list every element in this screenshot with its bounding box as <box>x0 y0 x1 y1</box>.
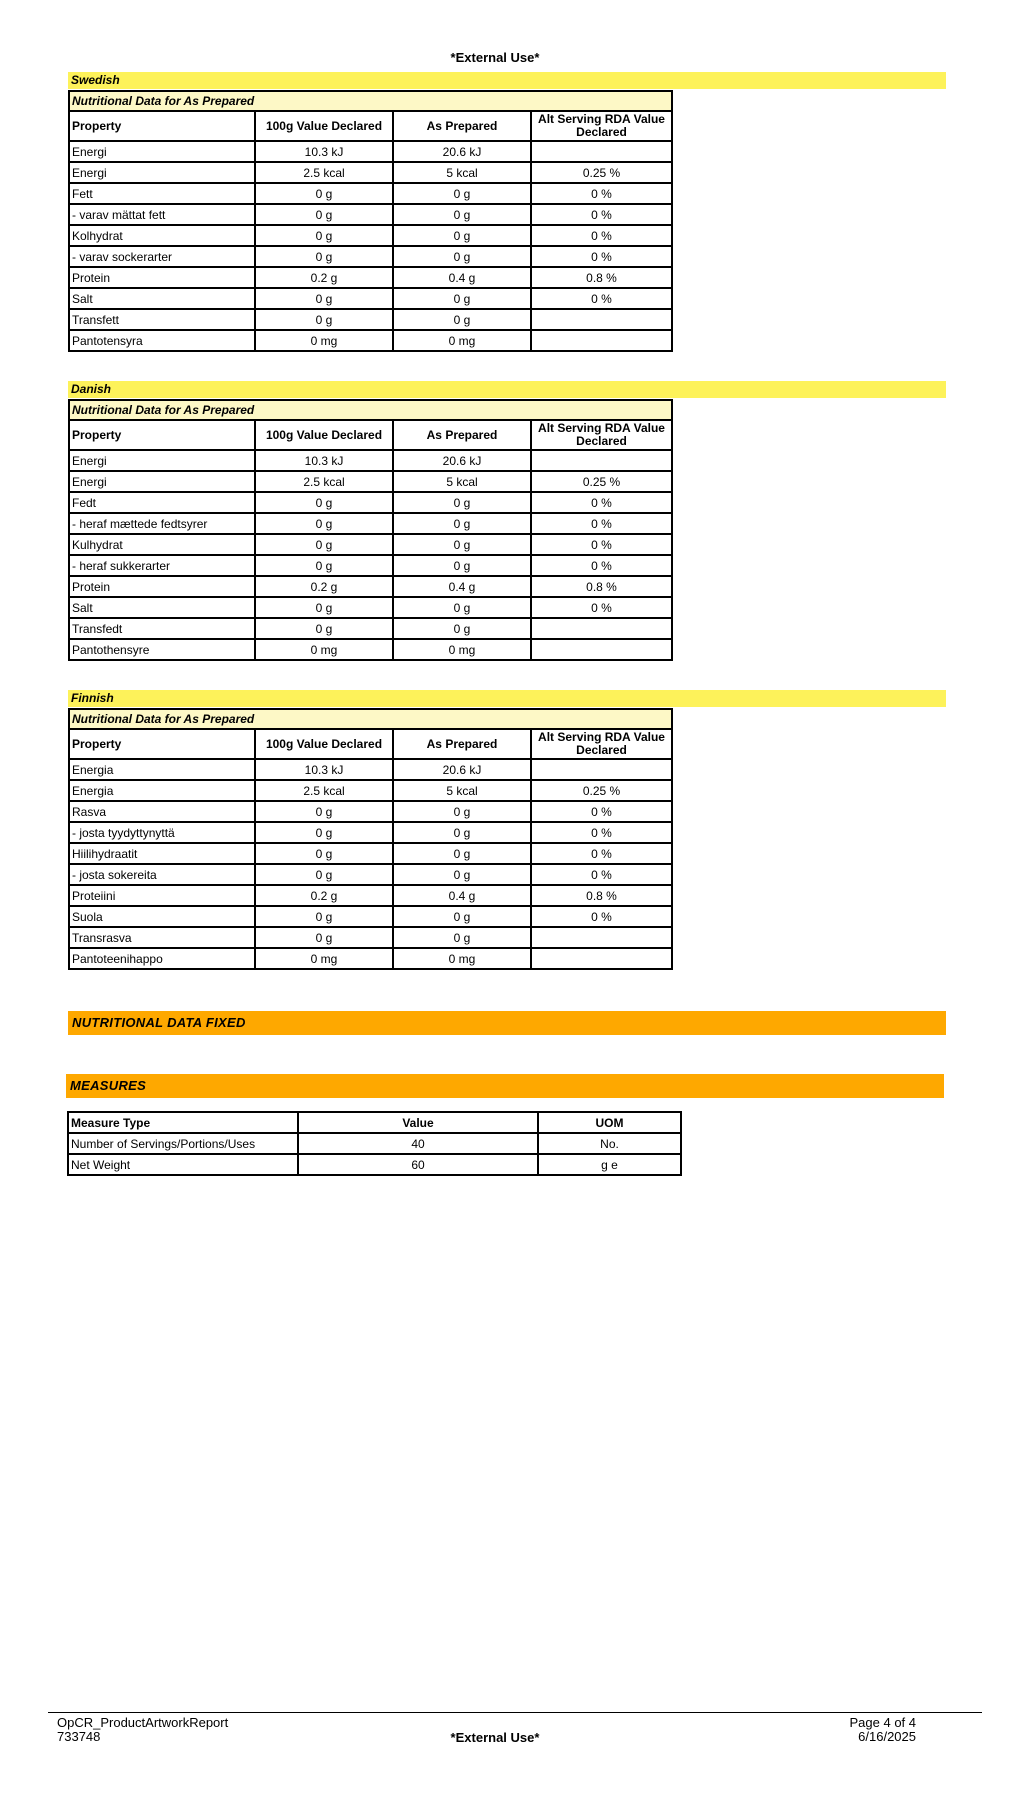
table-row <box>69 843 672 864</box>
alt-rda-cell: 0.8 % <box>531 267 672 288</box>
table-row <box>69 492 672 513</box>
as-prepared-cell: 5 kcal <box>393 162 531 183</box>
as-prepared-cell: 0 g <box>393 534 531 555</box>
table-row <box>69 267 672 288</box>
property-cell: Hiilihydraatit <box>69 843 255 864</box>
alt-rda-cell: 0 % <box>531 843 672 864</box>
column-header-as-prepared: As Prepared <box>393 111 531 141</box>
value-100g-cell: 10.3 kJ <box>255 759 393 780</box>
column-header-100g: 100g Value Declared <box>255 729 393 759</box>
property-cell: - heraf mættede fedtsyrer <box>69 513 255 534</box>
measure-uom-cell: g e <box>538 1154 681 1175</box>
alt-rda-cell: 0 % <box>531 801 672 822</box>
table-row <box>69 618 672 639</box>
value-100g-cell: 0 g <box>255 801 393 822</box>
value-100g-cell: 0 g <box>255 618 393 639</box>
value-100g-cell: 0 mg <box>255 948 393 969</box>
value-100g-cell: 2.5 kcal <box>255 471 393 492</box>
value-100g-cell: 2.5 kcal <box>255 162 393 183</box>
table-row <box>69 576 672 597</box>
table-row <box>69 450 672 471</box>
as-prepared-cell: 0 g <box>393 927 531 948</box>
table-row <box>69 309 672 330</box>
alt-rda-cell: 0.8 % <box>531 885 672 906</box>
table-row <box>69 759 672 780</box>
value-100g-cell: 0 g <box>255 927 393 948</box>
property-cell: Protein <box>69 267 255 288</box>
table-row <box>69 225 672 246</box>
external-use-header: *External Use* <box>450 50 540 65</box>
table-row <box>69 555 672 576</box>
alt-rda-cell: 0 % <box>531 822 672 843</box>
column-header-alt-rda: Alt Serving RDA Value Declared <box>531 111 672 141</box>
column-header-uom: UOM <box>538 1112 681 1133</box>
as-prepared-cell: 0 g <box>393 225 531 246</box>
column-header-as-prepared: As Prepared <box>393 420 531 450</box>
alt-rda-cell <box>531 927 672 948</box>
as-prepared-cell: 0 g <box>393 555 531 576</box>
property-cell: Pantoteenihappo <box>69 948 255 969</box>
alt-rda-cell <box>531 450 672 471</box>
column-header-property: Property <box>69 111 255 141</box>
property-cell: Kulhydrat <box>69 534 255 555</box>
property-cell: Transfedt <box>69 618 255 639</box>
measures-title: MEASURES <box>66 1074 944 1098</box>
value-100g-cell: 0 mg <box>255 330 393 351</box>
property-cell: - varav mättat fett <box>69 204 255 225</box>
property-cell: - josta tyydyttynyttä <box>69 822 255 843</box>
section-title-swedish: Swedish <box>68 72 946 89</box>
property-cell: Kolhydrat <box>69 225 255 246</box>
property-cell: Proteiini <box>69 885 255 906</box>
table-row <box>69 864 672 885</box>
value-100g-cell: 0 g <box>255 906 393 927</box>
property-cell: - josta sokereita <box>69 864 255 885</box>
value-100g-cell: 0 g <box>255 309 393 330</box>
alt-rda-cell <box>531 330 672 351</box>
alt-rda-cell: 0 % <box>531 288 672 309</box>
as-prepared-cell: 5 kcal <box>393 471 531 492</box>
property-cell: Fett <box>69 183 255 204</box>
property-cell: Energi <box>69 141 255 162</box>
as-prepared-cell: 0 g <box>393 597 531 618</box>
value-100g-cell: 0 g <box>255 597 393 618</box>
table-row <box>69 948 672 969</box>
alt-rda-cell: 0 % <box>531 513 672 534</box>
property-cell: Pantotensyra <box>69 330 255 351</box>
measures-table <box>67 1111 682 1176</box>
value-100g-cell: 0 g <box>255 492 393 513</box>
value-100g-cell: 0.2 g <box>255 267 393 288</box>
as-prepared-cell: 0 g <box>393 309 531 330</box>
value-100g-cell: 0 g <box>255 843 393 864</box>
value-100g-cell: 0 g <box>255 555 393 576</box>
property-cell: Suola <box>69 906 255 927</box>
as-prepared-cell: 20.6 kJ <box>393 450 531 471</box>
as-prepared-cell: 0 g <box>393 822 531 843</box>
value-100g-cell: 0 g <box>255 246 393 267</box>
nutrition-table-swedish <box>68 90 673 352</box>
measure-uom-cell: No. <box>538 1133 681 1154</box>
as-prepared-cell: 0 g <box>393 204 531 225</box>
as-prepared-cell: 0 g <box>393 906 531 927</box>
as-prepared-cell: 0 g <box>393 843 531 864</box>
table-row <box>69 927 672 948</box>
property-cell: Energi <box>69 471 255 492</box>
table-row <box>69 471 672 492</box>
value-100g-cell: 0 mg <box>255 639 393 660</box>
as-prepared-cell: 0 mg <box>393 948 531 969</box>
table-subtitle: Nutritional Data for As Prepared <box>69 400 672 420</box>
property-cell: - varav sockerarter <box>69 246 255 267</box>
table-row <box>69 534 672 555</box>
footer-external-use: *External Use* <box>450 1730 540 1745</box>
value-100g-cell: 0 g <box>255 822 393 843</box>
as-prepared-cell: 0 g <box>393 618 531 639</box>
alt-rda-cell <box>531 948 672 969</box>
alt-rda-cell <box>531 618 672 639</box>
property-cell: - heraf sukkerarter <box>69 555 255 576</box>
alt-rda-cell <box>531 309 672 330</box>
alt-rda-cell: 0 % <box>531 864 672 885</box>
column-header-100g: 100g Value Declared <box>255 111 393 141</box>
nutrition-table-danish <box>68 399 673 661</box>
column-header-alt-rda: Alt Serving RDA Value Declared <box>531 729 672 759</box>
property-cell: Energi <box>69 450 255 471</box>
footer-date: 6/16/2025 <box>858 1729 916 1744</box>
table-row <box>69 246 672 267</box>
alt-rda-cell: 0 % <box>531 906 672 927</box>
alt-rda-cell: 0.25 % <box>531 780 672 801</box>
value-100g-cell: 0 g <box>255 513 393 534</box>
footer-report-name: OpCR_ProductArtworkReport <box>57 1715 229 1730</box>
footer-right <box>850 1716 917 1744</box>
property-cell: Protein <box>69 576 255 597</box>
value-100g-cell: 10.3 kJ <box>255 450 393 471</box>
value-100g-cell: 2.5 kcal <box>255 780 393 801</box>
value-100g-cell: 0 g <box>255 864 393 885</box>
as-prepared-cell: 0 g <box>393 864 531 885</box>
as-prepared-cell: 0.4 g <box>393 267 531 288</box>
table-row <box>68 1133 681 1154</box>
as-prepared-cell: 20.6 kJ <box>393 141 531 162</box>
table-subtitle: Nutritional Data for As Prepared <box>69 91 672 111</box>
table-row <box>69 513 672 534</box>
footer-page-number: Page 4 of 4 <box>849 1715 916 1730</box>
column-header-property: Property <box>69 420 255 450</box>
alt-rda-cell <box>531 759 672 780</box>
section-title-finnish: Finnish <box>68 690 946 707</box>
table-row <box>69 822 672 843</box>
table-row <box>69 885 672 906</box>
value-100g-cell: 0 g <box>255 534 393 555</box>
alt-rda-cell: 0 % <box>531 246 672 267</box>
column-header-alt-rda: Alt Serving RDA Value Declared <box>531 420 672 450</box>
property-cell: Energi <box>69 162 255 183</box>
as-prepared-cell: 0 g <box>393 183 531 204</box>
alt-rda-cell: 0 % <box>531 555 672 576</box>
alt-rda-cell <box>531 639 672 660</box>
as-prepared-cell: 0 g <box>393 246 531 267</box>
nutrition-table-finnish <box>68 708 673 970</box>
property-cell: Pantothensyre <box>69 639 255 660</box>
table-row <box>69 801 672 822</box>
footer-report-id: 733748 <box>57 1729 101 1744</box>
alt-rda-cell: 0 % <box>531 225 672 246</box>
alt-rda-cell: 0.25 % <box>531 471 672 492</box>
column-header-100g: 100g Value Declared <box>255 420 393 450</box>
property-cell: Salt <box>69 597 255 618</box>
value-100g-cell: 0 g <box>255 183 393 204</box>
as-prepared-cell: 0 mg <box>393 639 531 660</box>
value-100g-cell: 0 g <box>255 288 393 309</box>
as-prepared-cell: 20.6 kJ <box>393 759 531 780</box>
table-row <box>69 906 672 927</box>
alt-rda-cell: 0 % <box>531 183 672 204</box>
table-row <box>69 183 672 204</box>
measure-type-cell: Number of Servings/Portions/Uses <box>68 1133 298 1154</box>
alt-rda-cell: 0 % <box>531 534 672 555</box>
alt-rda-cell: 0 % <box>531 597 672 618</box>
table-row <box>69 639 672 660</box>
property-cell: Salt <box>69 288 255 309</box>
value-100g-cell: 0.2 g <box>255 576 393 597</box>
measure-type-cell: Net Weight <box>68 1154 298 1175</box>
column-header-as-prepared: As Prepared <box>393 729 531 759</box>
column-header-property: Property <box>69 729 255 759</box>
property-cell: Fedt <box>69 492 255 513</box>
value-100g-cell: 0.2 g <box>255 885 393 906</box>
as-prepared-cell: 5 kcal <box>393 780 531 801</box>
value-100g-cell: 0 g <box>255 225 393 246</box>
table-row <box>69 141 672 162</box>
as-prepared-cell: 0.4 g <box>393 576 531 597</box>
table-row <box>68 1154 681 1175</box>
value-100g-cell: 10.3 kJ <box>255 141 393 162</box>
as-prepared-cell: 0.4 g <box>393 885 531 906</box>
column-header-value: Value <box>298 1112 538 1133</box>
alt-rda-cell: 0.8 % <box>531 576 672 597</box>
table-row <box>69 330 672 351</box>
table-row <box>69 162 672 183</box>
column-header-measure-type: Measure Type <box>68 1112 298 1133</box>
alt-rda-cell: 0.25 % <box>531 162 672 183</box>
property-cell: Energia <box>69 759 255 780</box>
table-row <box>69 204 672 225</box>
as-prepared-cell: 0 g <box>393 288 531 309</box>
table-row <box>69 597 672 618</box>
value-100g-cell: 0 g <box>255 204 393 225</box>
as-prepared-cell: 0 g <box>393 492 531 513</box>
footer-divider <box>48 1712 982 1713</box>
property-cell: Transrasva <box>69 927 255 948</box>
alt-rda-cell: 0 % <box>531 492 672 513</box>
as-prepared-cell: 0 g <box>393 801 531 822</box>
table-row <box>69 288 672 309</box>
property-cell: Energia <box>69 780 255 801</box>
table-row <box>69 780 672 801</box>
as-prepared-cell: 0 mg <box>393 330 531 351</box>
measure-value-cell: 40 <box>298 1133 538 1154</box>
alt-rda-cell: 0 % <box>531 204 672 225</box>
as-prepared-cell: 0 g <box>393 513 531 534</box>
property-cell: Rasva <box>69 801 255 822</box>
table-subtitle: Nutritional Data for As Prepared <box>69 709 672 729</box>
property-cell: Transfett <box>69 309 255 330</box>
section-title-danish: Danish <box>68 381 946 398</box>
alt-rda-cell <box>531 141 672 162</box>
nutritional-data-fixed-title: NUTRITIONAL DATA FIXED <box>68 1011 946 1035</box>
measure-value-cell: 60 <box>298 1154 538 1175</box>
